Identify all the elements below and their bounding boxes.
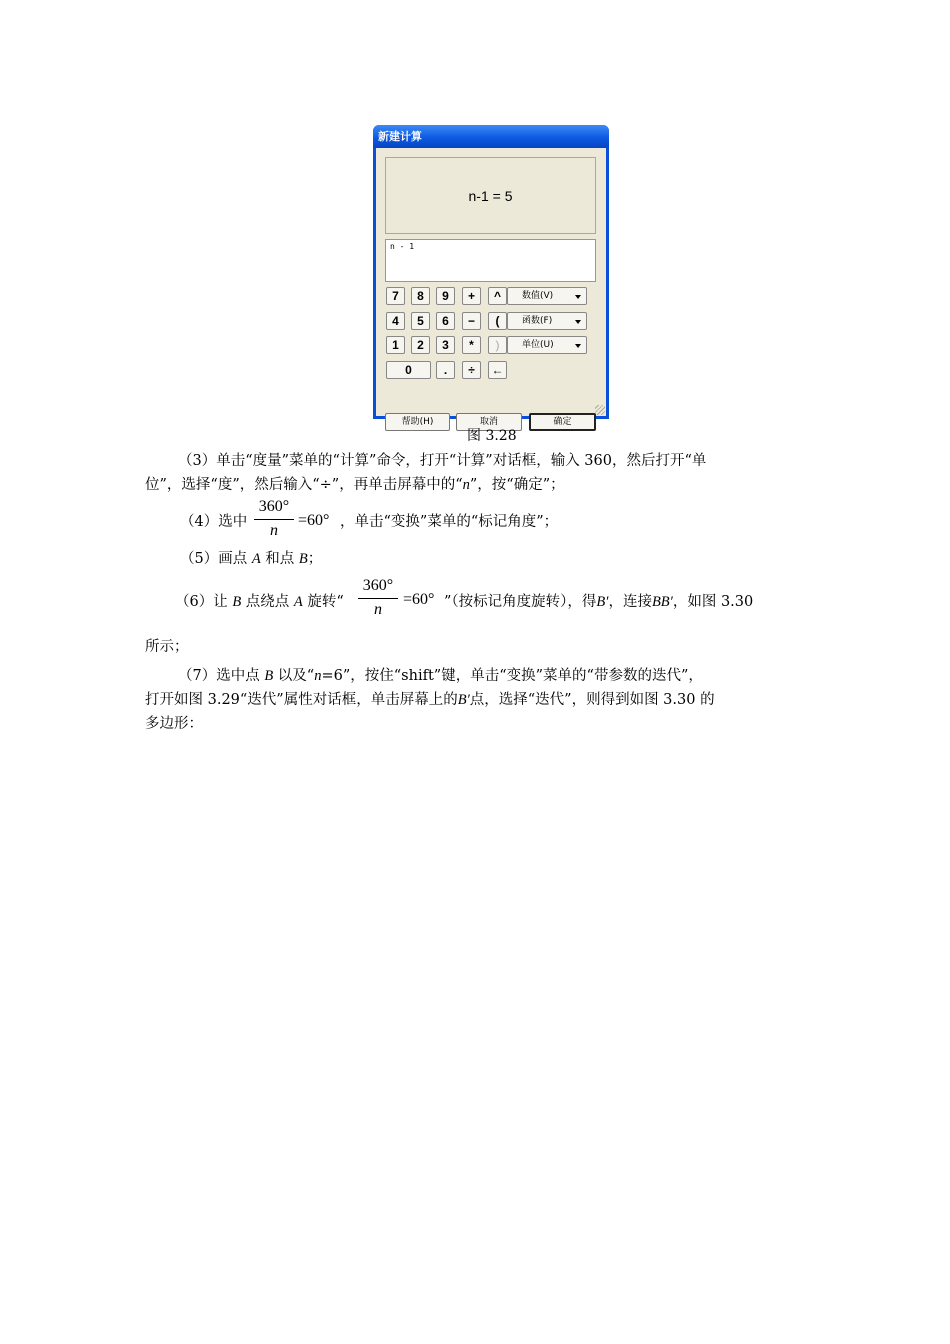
step-6-part-2 [444,591,753,613]
figure-caption: 图 3.28 [467,428,517,444]
equals-60: =60° [403,591,435,608]
step-7-line-3: 多边形： [145,716,203,732]
cancel-button[interactable]: 取消 [456,413,522,431]
units-dropdown-label: 单位(U) [522,340,554,350]
key-plus[interactable]: + [462,287,481,305]
text: （6）让 [175,594,233,610]
fraction-numerator: 360° [258,498,290,515]
key-9[interactable]: 9 [436,287,455,305]
text: 打开如图 3.29“迭代”属性对话框，单击屏幕上的 [145,692,458,708]
step-3-line-2 [145,474,565,496]
step-7-line-1 [178,665,703,687]
fraction-bar [254,519,294,520]
key-multiply[interactable]: * [462,336,481,354]
text: ，连接 [608,594,652,610]
chevron-down-icon [575,320,581,324]
point-a: A [251,551,261,567]
text: ”，按“确定”； [469,477,565,493]
chevron-down-icon [575,344,581,348]
values-dropdown-label: 数值(V) [522,291,554,301]
point-b: B [298,551,308,567]
text: 位”，选择“度”，然后输入“÷”，再单击屏幕中的“ [145,477,463,493]
fraction-denominator: n [374,601,382,618]
point-b-prime: B′ [596,594,609,610]
var-n: n [462,477,470,493]
point-a: A [293,594,303,610]
step-4-prefix: （4）选中 [180,514,248,530]
text: 旋转“ [302,594,344,610]
text: （5）画点 [180,551,252,567]
key-3[interactable]: 3 [436,336,455,354]
text: ； [307,551,323,567]
new-calculation-dialog [373,125,609,427]
key-0[interactable]: 0 [386,361,431,379]
step-3-line-1: （3）单击“度量”菜单的“计算”命令，打开“计算”对话框，输入 360，然后打开“单 [178,453,707,469]
point-b: B [232,594,242,610]
fraction-denominator: n [270,522,278,539]
step-7-line-2 [145,689,715,711]
var-n: n [314,668,322,684]
fraction-bar [358,598,398,599]
chevron-down-icon [575,295,581,299]
key-divide[interactable]: ÷ [462,361,481,379]
key-backspace[interactable]: ← [488,361,507,379]
units-dropdown[interactable] [507,336,587,354]
step-6-part-1 [175,591,344,613]
text: 以及“ [273,668,315,684]
point-b-prime: B′ [457,692,470,708]
fraction-360-over-n [254,498,294,540]
fraction-360-over-n [358,577,398,619]
equals-60: =60° [298,512,330,529]
segment-bb-prime: BB′ [651,594,673,610]
text: ，如图 3.30 [672,594,754,610]
functions-dropdown[interactable] [507,312,587,330]
text: 和点 [260,551,299,567]
key-caret[interactable]: ^ [488,287,507,305]
key-right-paren[interactable]: ) [488,336,507,354]
step-4-suffix: ，单击“变换”菜单的“标记角度”； [340,514,559,530]
key-8[interactable]: 8 [411,287,430,305]
text: 点绕点 [241,594,294,610]
resize-grip[interactable] [595,405,605,415]
functions-dropdown-label: 函数(F) [522,316,553,326]
point-b: B [264,668,274,684]
key-5[interactable]: 5 [411,312,430,330]
key-1[interactable]: 1 [386,336,405,354]
dialog-title: 新建计算 [373,125,609,148]
step-5 [180,548,322,570]
step-6-line-2: 所示； [145,639,189,655]
key-4[interactable]: 4 [386,312,405,330]
dialog-body [376,148,606,427]
key-7[interactable]: 7 [386,287,405,305]
help-button[interactable]: 帮助(H) [385,413,450,431]
key-6[interactable]: 6 [436,312,455,330]
key-2[interactable]: 2 [411,336,430,354]
text: ”（按标记角度旋转），得 [444,594,597,610]
key-left-paren[interactable]: ( [488,312,507,330]
values-dropdown[interactable] [507,287,587,305]
expression-input[interactable]: n - 1 [385,239,596,282]
result-display: n-1 = 5 [385,157,596,234]
text: 点，选择“迭代”，则得到如图 3.30 的 [469,692,715,708]
fraction-numerator: 360° [362,577,394,594]
key-minus[interactable]: − [462,312,481,330]
ok-button[interactable]: 确定 [529,413,596,431]
text: =6”，按住“shift”键，单击“变换”菜单的“带参数的迭代”， [321,668,703,684]
text: （7）选中点 [178,668,265,684]
key-dot[interactable]: . [436,361,455,379]
